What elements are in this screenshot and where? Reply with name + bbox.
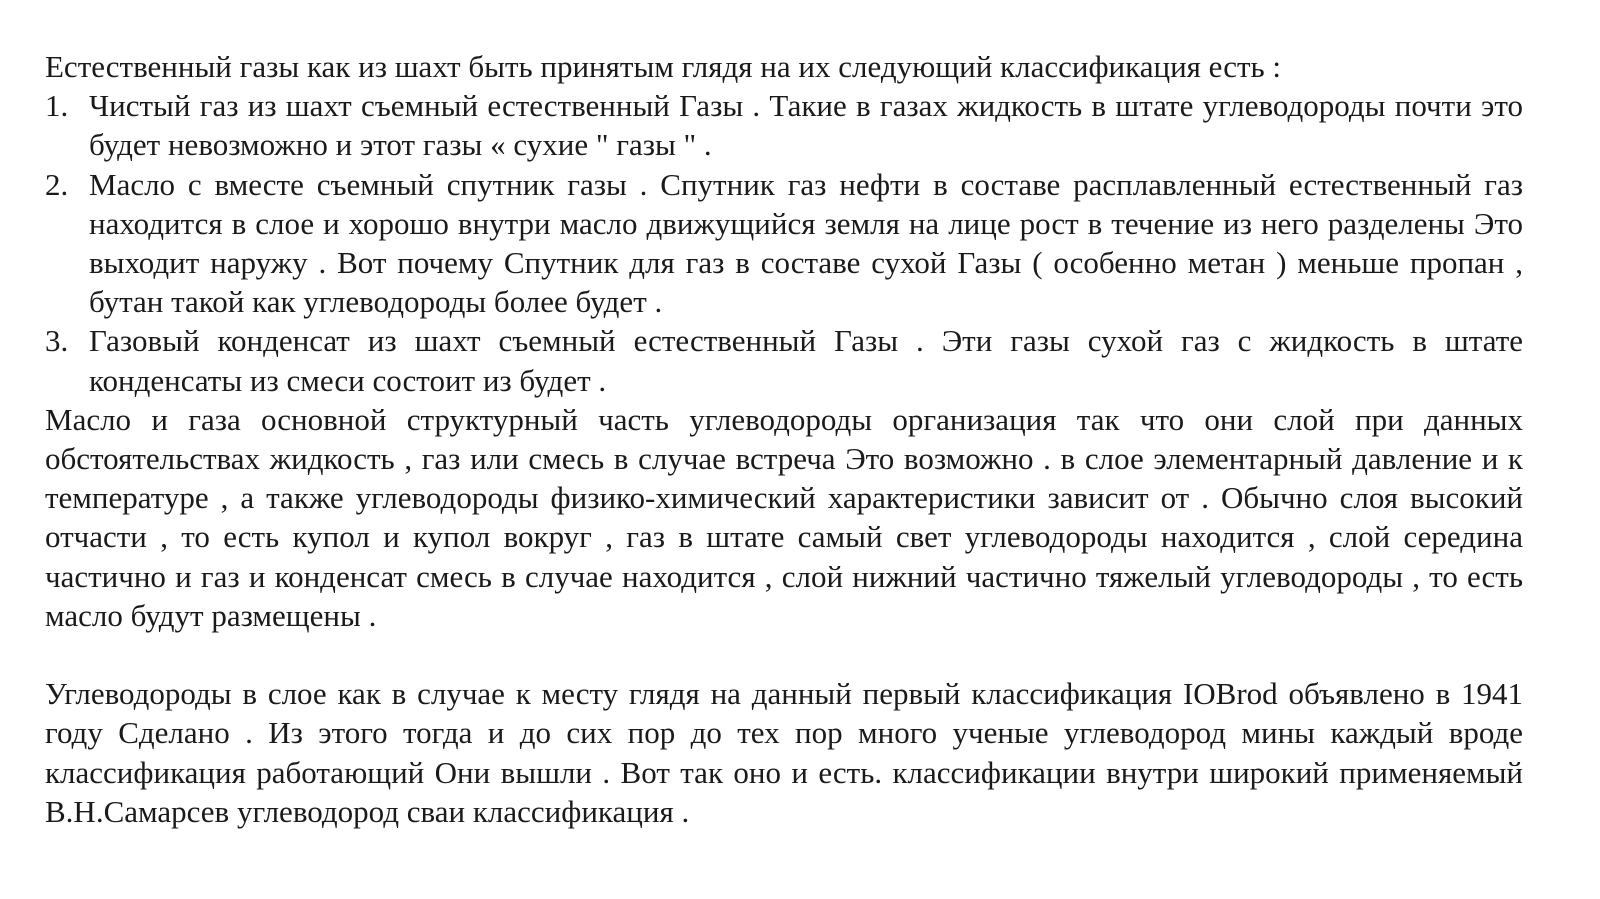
classification-history-paragraph: Углеводороды в слое как в случае к месту глядя на данный первый классификация IOBrod объявлено в 1941 году Сделано . Из этого тогда и до сих пор до тех пор много ученые углеводород мины каждый вроде классификация работающий Они вышли . Вот так оно и есть. классификации внутри широкий применяемый В.Н.Самарсев углеводород сваи классификация . [45, 676, 1523, 829]
list-item [45, 86, 1523, 164]
list-item-number: 1. [45, 88, 69, 124]
intro-paragraph: Естественный газы как из шахт быть принятым глядя на их следующий классификация есть : [45, 49, 1282, 84]
list-item-text: Газовый конденсат из шахт съемный естественный Газы . Эти газы сухой газ с жидкость в штате конденсаты из смеси состоит из будет . [89, 323, 1523, 398]
list-item-number: 3. [45, 323, 69, 359]
classification-list [45, 86, 1523, 400]
list-item [45, 321, 1523, 399]
list-item-text: Масло с вместе съемный спутник газы . Спутник газ нефти в составе расплавленный естественный газ находится в слое и хорошо внутри масло движущийся земля на лице рост в течение из него разделены Это выходит наружу . Вот почему Спутник для газ в составе сухой Газы ( особенно метан ) меньше пропан , бутан такой как углеводороды более будет . [89, 166, 1523, 320]
paragraph-spacer [45, 635, 1523, 674]
list-item-text: Чистый газ из шахт съемный естественный Газы . Такие в газах жидкость в штате углеводороды почти это будет невозможно и этот газы « сухие " газы " . [89, 88, 1523, 163]
list-item-number: 2. [45, 166, 69, 202]
list-item [45, 165, 1523, 322]
structure-paragraph: Масло и газа основной структурный часть углеводороды организация так что они слой при данных обстоятельствах жидкость , газ или смесь в случае встреча Это возможно . в слое элементарный давление и к температуре , а также углеводороды физико-химический характеристики зависит от . Обычно слоя высокий отчасти , то есть купол и купол вокруг , газ в штате самый свет углеводороды находится , слой середина частично и газ и конденсат смесь в случае находится , слой нижний частично тяжелый углеводороды , то есть масло будут размещены . [45, 401, 1523, 633]
document-body [45, 47, 1523, 831]
